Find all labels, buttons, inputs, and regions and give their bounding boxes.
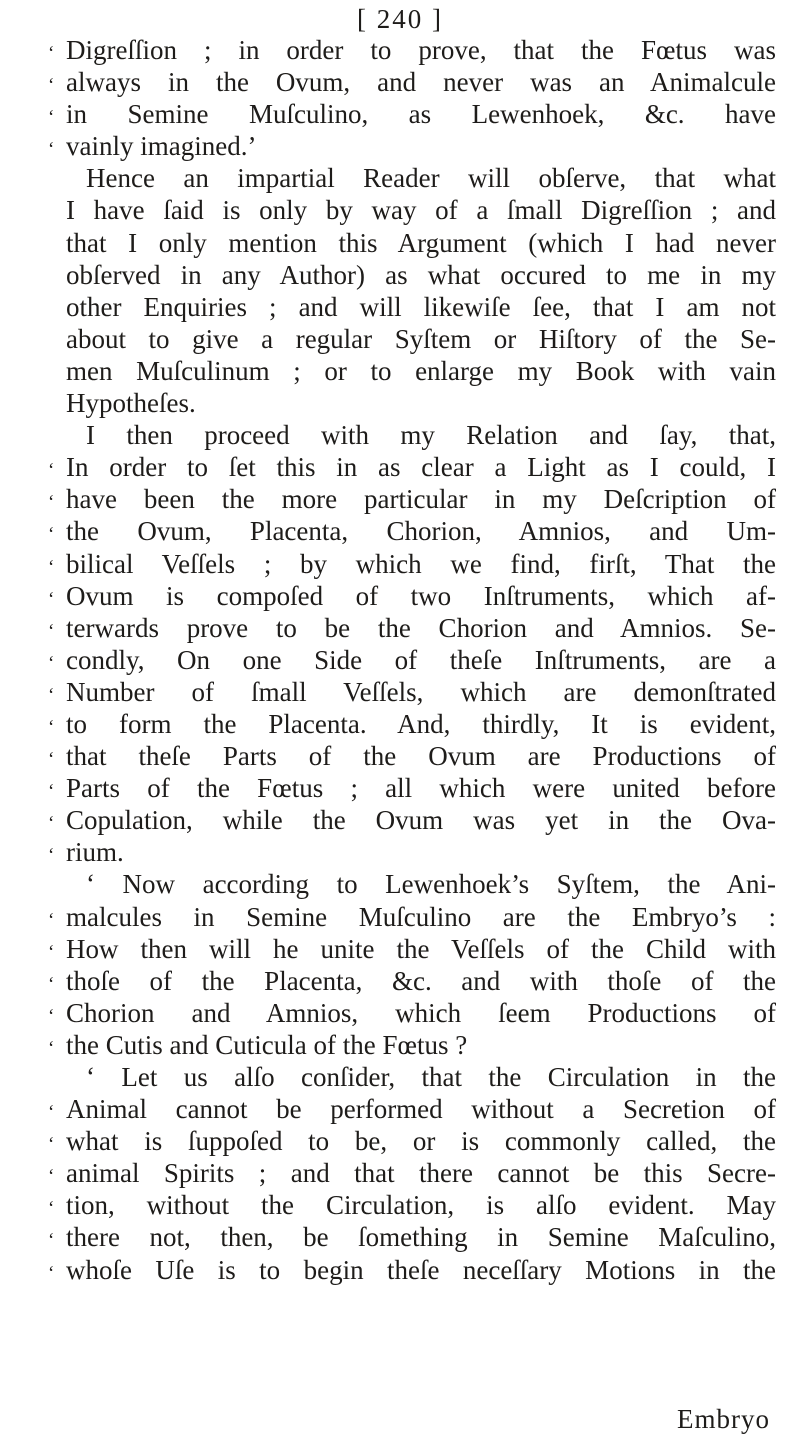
line-text: to form the Placenta. And, thirdly, It is evident,	[66, 708, 776, 739]
quote-mark: ‘	[48, 1102, 55, 1124]
text-line	[48, 194, 776, 226]
quote-mark: ‘	[48, 973, 55, 995]
quote-mark: ‘	[48, 749, 55, 771]
text-line	[48, 804, 776, 836]
line-text: bilical Veſſels ; by which we find, firſt, That the	[66, 548, 776, 579]
text-line	[48, 387, 776, 419]
line-text: Hence an impartial Reader will obſerve, that what	[86, 163, 776, 194]
line-text: Number of ſmall Veſſels, which are demonſtrated	[66, 676, 776, 707]
text-line	[48, 162, 776, 194]
quote-mark: ‘	[48, 941, 55, 963]
quote-mark: ‘	[48, 460, 55, 482]
line-text: in Semine Muſculino, as Lewenhoek, &c. have	[66, 99, 776, 130]
line-text: Parts of the Fœtus ; all which were united before	[66, 773, 776, 804]
line-text: vainly imagined.’	[66, 131, 257, 162]
line-text: rium.	[66, 837, 124, 868]
text-line	[48, 291, 776, 323]
line-text: ‘ Now according to Lewenhoek’s Syſtem, the Ani-	[86, 869, 776, 900]
text-line	[48, 355, 776, 387]
text-line	[48, 644, 776, 676]
quote-mark: ‘	[48, 43, 55, 64]
text-line	[48, 901, 776, 933]
quote-mark: ‘	[48, 813, 55, 835]
quote-mark: ‘	[48, 716, 55, 738]
quote-mark: ‘	[48, 492, 55, 514]
quote-mark: ‘	[48, 588, 55, 610]
line-text: other Enquiries ; and will likewiſe ſee, that I am not	[66, 291, 776, 322]
text-line	[48, 1157, 776, 1189]
quote-mark: ‘	[48, 845, 55, 867]
quote-mark: ‘	[48, 781, 55, 803]
line-text: condly, On one Side of theſe Inſtruments, are a	[66, 644, 776, 675]
text-line	[48, 612, 776, 644]
line-text: Animal cannot be performed without a Secretion of	[66, 1094, 776, 1125]
line-text: Copulation, while the Ovum was yet in the Ova-	[66, 805, 776, 836]
quote-mark: ‘	[48, 107, 55, 129]
text-line	[48, 1093, 776, 1125]
line-text: ‘ Let us alſo conſider, that the Circulation in the	[86, 1062, 776, 1092]
line-text: tion, without the Circulation, is alſo evident. May	[66, 1190, 776, 1221]
line-text: always in the Ovum, and never was an Animalcule	[66, 67, 776, 98]
quote-mark: ‘	[48, 620, 55, 642]
text-line	[48, 1125, 776, 1157]
text-line	[48, 483, 776, 515]
line-text: I have ſaid is only by way of a ſmall Digreſſion ; and	[66, 195, 776, 226]
text-line	[48, 965, 776, 997]
quote-mark: ‘	[48, 684, 55, 706]
line-text: the Ovum, Placenta, Chorion, Amnios, and Um-	[66, 516, 776, 547]
line-text: what is ſuppoſed to be, or is commonly called, the	[66, 1126, 776, 1157]
line-text: whoſe Uſe is to begin theſe neceſſary Motions in the	[66, 1254, 776, 1285]
quote-mark: ‘	[48, 1134, 55, 1156]
text-line	[48, 1254, 776, 1286]
text-line	[48, 868, 776, 900]
quote-mark: ‘	[48, 139, 55, 161]
quote-mark: ‘	[48, 556, 55, 578]
catchword: Embryo	[677, 1404, 770, 1434]
line-text: animal Spirits ; and that there cannot be this Secre-	[66, 1158, 776, 1189]
text-line	[48, 708, 776, 740]
line-text: that theſe Parts of the Ovum are Productions of	[66, 741, 776, 772]
text-line	[48, 548, 776, 580]
quote-mark: ‘	[48, 652, 55, 674]
text-line	[48, 259, 776, 291]
quote-mark: ‘	[48, 524, 55, 546]
line-text: terwards prove to be the Chorion and Amnios. Se-	[66, 612, 776, 643]
quote-mark: ‘	[48, 1166, 55, 1188]
text-line	[48, 419, 776, 451]
body-text-block	[48, 34, 776, 1286]
line-text: that I only mention this Argument (which I had never	[66, 227, 776, 258]
text-line	[48, 1189, 776, 1221]
quote-mark: ‘	[48, 75, 55, 97]
text-line	[48, 98, 776, 130]
text-line	[48, 66, 776, 98]
quote-mark: ‘	[48, 1037, 55, 1059]
text-line	[48, 933, 776, 965]
line-text: Ovum is compoſed of two Inſtruments, which af-	[66, 580, 776, 611]
line-text: thoſe of the Placenta, &c. and with thoſe of the	[66, 965, 776, 996]
line-text: In order to ſet this in as clear a Light as I could, I	[66, 452, 776, 483]
text-line	[48, 772, 776, 804]
text-line	[48, 1061, 776, 1093]
quote-mark: ‘	[48, 1198, 55, 1220]
page-number: [ 240 ]	[357, 4, 443, 34]
text-line	[48, 227, 776, 259]
quote-mark: ‘	[48, 1262, 55, 1284]
text-line	[48, 1221, 776, 1253]
line-text: Hypotheſes.	[66, 388, 196, 419]
line-text: Digreſſion ; in order to prove, that the Fœtus was	[66, 35, 776, 65]
line-text: Chorion and Amnios, which ſeem Productions of	[66, 997, 776, 1028]
quote-mark: ‘	[48, 1005, 55, 1027]
text-line	[48, 130, 776, 162]
quote-mark: ‘	[48, 909, 55, 931]
text-line	[48, 580, 776, 612]
line-text: there not, then, be ſomething in Semine Maſculino,	[66, 1222, 776, 1253]
line-text: malcules in Semine Muſculino are the Embryo’s :	[66, 901, 776, 932]
line-text: How then will he unite the Veſſels of the Child with	[66, 933, 776, 964]
text-line	[48, 323, 776, 355]
line-text: have been the more particular in my Deſcription of	[66, 484, 776, 515]
text-line	[48, 997, 776, 1029]
line-text: I then proceed with my Relation and ſay, that,	[86, 420, 776, 451]
text-line	[48, 836, 776, 868]
text-line	[48, 1029, 776, 1061]
text-line	[48, 34, 776, 66]
text-line	[48, 676, 776, 708]
line-text: the Cutis and Cuticula of the Fœtus ?	[66, 1029, 468, 1060]
quote-mark: ‘	[48, 1230, 55, 1252]
text-line	[48, 451, 776, 483]
text-line	[48, 740, 776, 772]
text-line	[48, 515, 776, 547]
line-text: men Muſculinum ; or to enlarge my Book with vain	[66, 355, 776, 386]
line-text: obſerved in any Author) as what occured to me in my	[66, 259, 776, 290]
line-text: about to give a regular Syſtem or Hiſtory of the Se-	[66, 323, 776, 354]
